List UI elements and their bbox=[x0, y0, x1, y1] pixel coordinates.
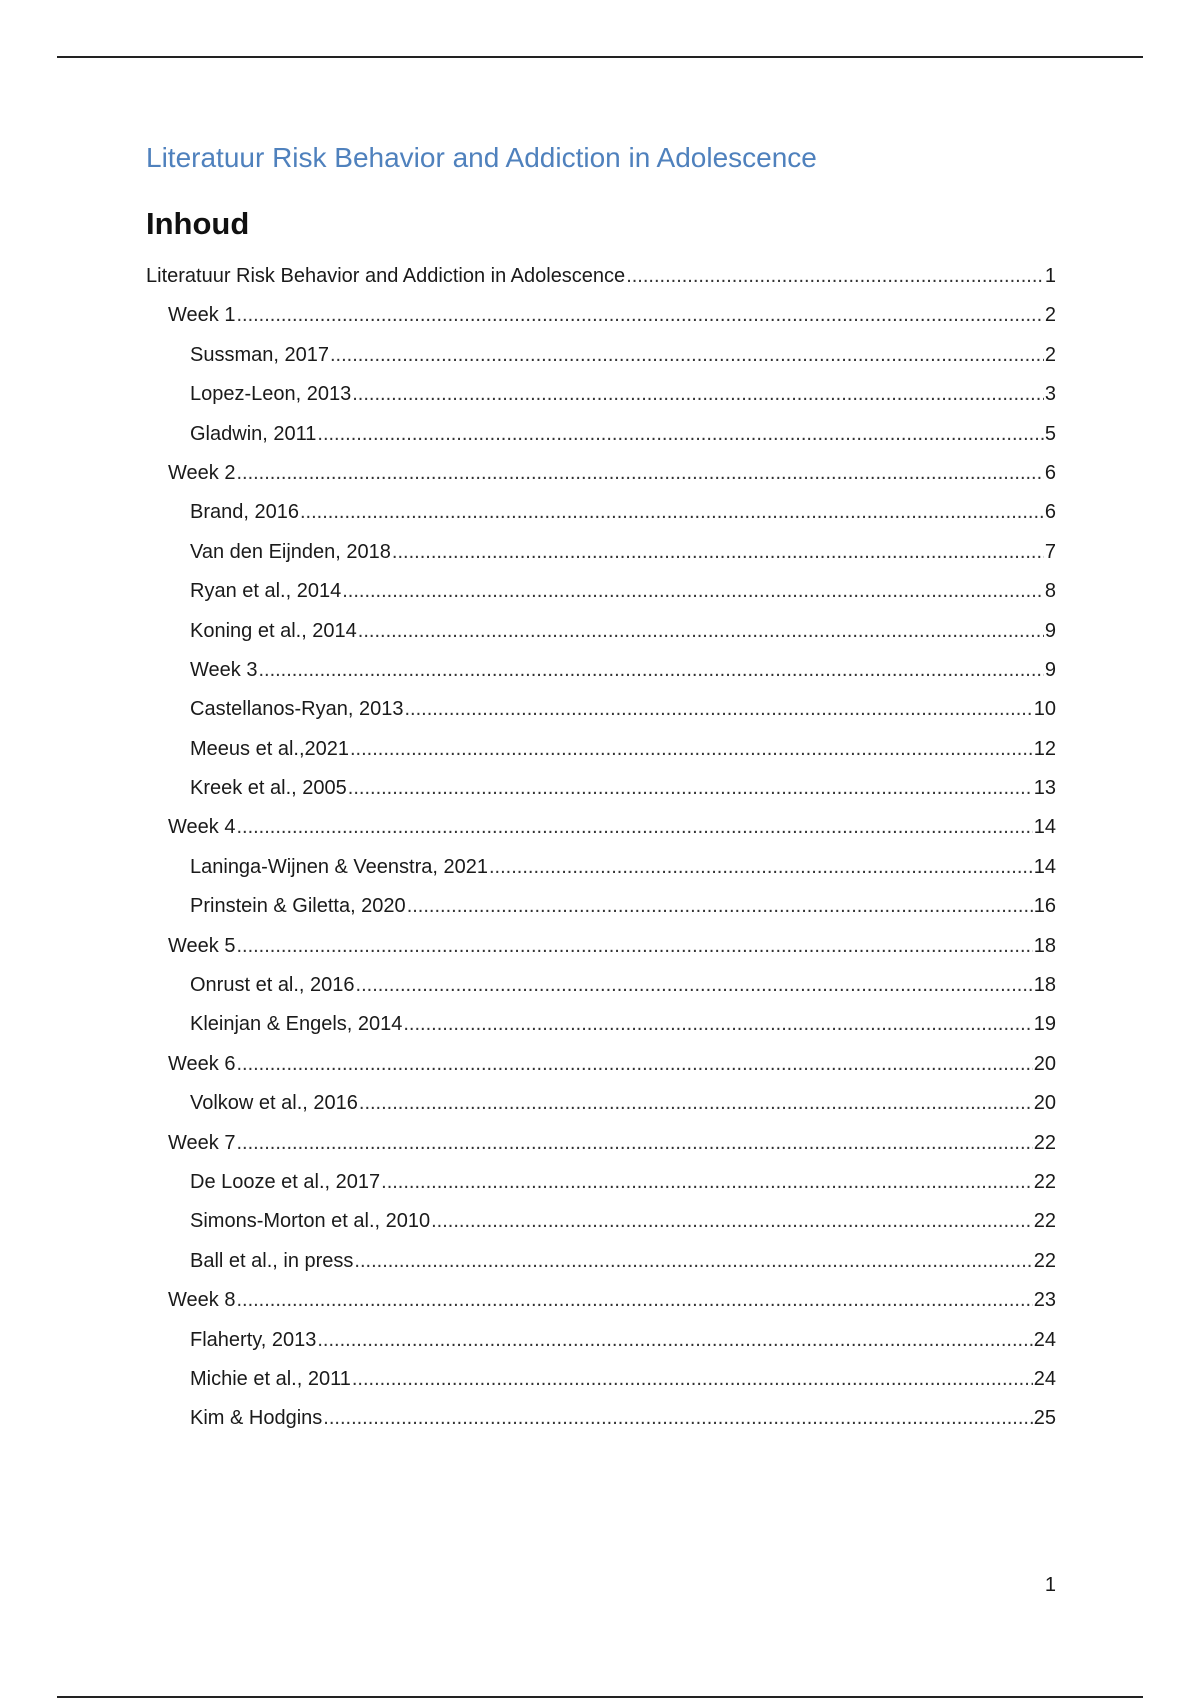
page-number: 1 bbox=[1044, 1574, 1056, 1596]
toc-entry-page: 9 bbox=[1044, 658, 1056, 681]
toc-dot-leader bbox=[381, 1163, 1033, 1202]
toc-entry[interactable] bbox=[146, 887, 1056, 926]
toc-dot-leader bbox=[236, 927, 1032, 966]
toc-dot-leader bbox=[323, 1399, 1032, 1438]
toc-entry[interactable] bbox=[146, 1124, 1056, 1163]
toc-entry[interactable] bbox=[146, 848, 1056, 887]
toc-entry-title: Prinstein & Giletta, 2020 bbox=[190, 895, 406, 918]
toc-entry-page: 12 bbox=[1033, 737, 1056, 760]
toc-entry[interactable] bbox=[146, 1399, 1056, 1438]
toc-dot-leader bbox=[352, 1360, 1033, 1399]
toc-entry[interactable] bbox=[146, 1360, 1056, 1399]
toc-entry-title: Week 6 bbox=[168, 1052, 236, 1075]
toc-entry-page: 14 bbox=[1033, 816, 1056, 839]
toc-entry-title: Week 8 bbox=[168, 1289, 236, 1312]
toc-entry-title: Literatuur Risk Behavior and Addiction in Adolescence bbox=[146, 265, 626, 287]
toc-dot-leader bbox=[392, 533, 1044, 572]
toc-entry-title: Week 7 bbox=[168, 1131, 236, 1154]
toc-entry-page: 13 bbox=[1033, 777, 1056, 800]
toc-entry[interactable] bbox=[146, 454, 1056, 493]
toc-dot-leader bbox=[407, 887, 1033, 926]
toc-entry-title: Gladwin, 2011 bbox=[190, 422, 317, 445]
toc-entry-page: 22 bbox=[1033, 1249, 1056, 1272]
toc-entry-page: 10 bbox=[1033, 698, 1056, 721]
toc-dot-leader bbox=[236, 808, 1032, 847]
toc-dot-leader bbox=[236, 1045, 1032, 1084]
toc-entry-page: 18 bbox=[1033, 974, 1056, 997]
toc-entry-title: Kreek et al., 2005 bbox=[190, 777, 347, 800]
toc-entry-title: Van den Eijnden, 2018 bbox=[190, 540, 391, 563]
toc-entry-page: 2 bbox=[1044, 343, 1056, 366]
toc-entry-page: 16 bbox=[1033, 895, 1056, 918]
toc-dot-leader bbox=[403, 1005, 1032, 1044]
toc-dot-leader bbox=[330, 336, 1044, 375]
toc-entry-page: 19 bbox=[1033, 1013, 1056, 1036]
toc-entry-page: 23 bbox=[1033, 1289, 1056, 1312]
toc-entry-page: 24 bbox=[1033, 1328, 1056, 1351]
toc-entry-page: 3 bbox=[1044, 383, 1056, 406]
toc-dot-leader bbox=[317, 415, 1043, 454]
toc-dot-leader bbox=[236, 296, 1043, 335]
toc-dot-leader bbox=[236, 1124, 1032, 1163]
toc-entry-page: 22 bbox=[1033, 1131, 1056, 1154]
toc-dot-leader bbox=[354, 1242, 1032, 1281]
bottom-rule bbox=[57, 1696, 1143, 1698]
toc-entry-title: Onrust et al., 2016 bbox=[190, 974, 355, 997]
table-of-contents bbox=[146, 257, 1056, 1439]
toc-dot-leader bbox=[352, 375, 1044, 414]
toc-entry[interactable] bbox=[146, 1084, 1056, 1123]
toc-entry-title: Volkow et al., 2016 bbox=[190, 1092, 358, 1115]
toc-entry-title: Castellanos-Ryan, 2013 bbox=[190, 698, 404, 721]
document-title: Literatuur Risk Behavior and Addiction in Adolescence bbox=[146, 142, 817, 173]
toc-dot-leader bbox=[317, 1321, 1032, 1360]
toc-entry-title: Week 5 bbox=[168, 934, 236, 957]
toc-entry-page: 2 bbox=[1044, 304, 1056, 327]
toc-entry[interactable] bbox=[146, 1045, 1056, 1084]
toc-dot-leader bbox=[489, 848, 1033, 887]
toc-entry[interactable] bbox=[146, 1163, 1056, 1202]
toc-dot-leader bbox=[348, 769, 1033, 808]
toc-entry[interactable] bbox=[146, 1202, 1056, 1241]
toc-entry-title: Week 4 bbox=[168, 816, 236, 839]
toc-dot-leader bbox=[359, 1084, 1033, 1123]
toc-dot-leader bbox=[236, 1281, 1032, 1320]
toc-entry[interactable] bbox=[146, 808, 1056, 847]
toc-entry-page: 9 bbox=[1044, 619, 1056, 642]
toc-entry[interactable] bbox=[146, 1242, 1056, 1281]
toc-entry-page: 1 bbox=[1044, 265, 1056, 287]
toc-entry-page: 5 bbox=[1044, 422, 1056, 445]
toc-entry[interactable] bbox=[146, 651, 1056, 690]
toc-entry-title: Kim & Hodgins bbox=[190, 1407, 323, 1430]
toc-entry[interactable] bbox=[146, 415, 1056, 454]
toc-entry-title: Week 3 bbox=[190, 658, 258, 681]
toc-entry-title: Ball et al., in press bbox=[190, 1249, 354, 1272]
toc-dot-leader bbox=[404, 690, 1032, 729]
toc-dot-leader bbox=[358, 612, 1044, 651]
toc-entry[interactable] bbox=[146, 1005, 1056, 1044]
toc-dot-leader bbox=[431, 1202, 1033, 1241]
toc-entry-page: 22 bbox=[1033, 1170, 1056, 1193]
toc-entry-page: 7 bbox=[1044, 540, 1056, 563]
toc-entry-page: 25 bbox=[1033, 1407, 1056, 1430]
toc-entry-page: 18 bbox=[1033, 934, 1056, 957]
toc-entry-title: Michie et al., 2011 bbox=[190, 1367, 351, 1390]
toc-entry[interactable] bbox=[146, 336, 1056, 375]
toc-dot-leader bbox=[300, 493, 1044, 532]
toc-dot-leader bbox=[236, 454, 1043, 493]
toc-entry[interactable] bbox=[146, 927, 1056, 966]
toc-entry-title: Week 2 bbox=[168, 461, 236, 484]
toc-entry-title: Sussman, 2017 bbox=[190, 343, 329, 366]
toc-entry-title: Meeus et al.,2021 bbox=[190, 737, 349, 760]
toc-entry-title: Simons-Morton et al., 2010 bbox=[190, 1210, 431, 1233]
toc-entry-title: Ryan et al., 2014 bbox=[190, 580, 342, 603]
toc-entry-title: Week 1 bbox=[168, 304, 236, 327]
toc-heading: Inhoud bbox=[146, 206, 250, 241]
toc-dot-leader bbox=[258, 651, 1043, 690]
toc-entry[interactable] bbox=[146, 1321, 1056, 1360]
toc-entry[interactable] bbox=[146, 375, 1056, 414]
toc-entry-title: Brand, 2016 bbox=[190, 501, 299, 524]
toc-entry-title: Koning et al., 2014 bbox=[190, 619, 357, 642]
toc-entry-page: 6 bbox=[1044, 501, 1056, 524]
toc-entry[interactable] bbox=[146, 612, 1056, 651]
toc-entry-title: Kleinjan & Engels, 2014 bbox=[190, 1013, 403, 1036]
toc-dot-leader bbox=[342, 572, 1044, 611]
toc-entry-page: 14 bbox=[1033, 855, 1056, 878]
toc-entry[interactable] bbox=[146, 966, 1056, 1005]
toc-entry-page: 22 bbox=[1033, 1210, 1056, 1233]
toc-entry-page: 6 bbox=[1044, 461, 1056, 484]
toc-entry-title: De Looze et al., 2017 bbox=[190, 1170, 381, 1193]
toc-entry[interactable] bbox=[146, 730, 1056, 769]
toc-entry[interactable] bbox=[146, 769, 1056, 808]
toc-dot-leader bbox=[350, 730, 1033, 769]
toc-entry-title: Laninga-Wijnen & Veenstra, 2021 bbox=[190, 855, 488, 878]
toc-dot-leader bbox=[626, 257, 1044, 296]
toc-entry-title: Flaherty, 2013 bbox=[190, 1328, 317, 1351]
toc-entry[interactable] bbox=[146, 690, 1056, 729]
toc-entry-page: 8 bbox=[1044, 580, 1056, 603]
toc-entry-page: 20 bbox=[1033, 1092, 1056, 1115]
toc-entry[interactable] bbox=[146, 533, 1056, 572]
toc-entry-page: 20 bbox=[1033, 1052, 1056, 1075]
top-rule bbox=[57, 56, 1143, 58]
toc-dot-leader bbox=[356, 966, 1033, 1005]
toc-entry-title: Lopez-Leon, 2013 bbox=[190, 383, 352, 406]
toc-entry-page: 24 bbox=[1033, 1367, 1056, 1390]
toc-entry[interactable] bbox=[146, 493, 1056, 532]
toc-entry[interactable] bbox=[146, 296, 1056, 335]
toc-entry[interactable] bbox=[146, 1281, 1056, 1320]
toc-entry[interactable] bbox=[146, 257, 1056, 296]
toc-entry[interactable] bbox=[146, 572, 1056, 611]
